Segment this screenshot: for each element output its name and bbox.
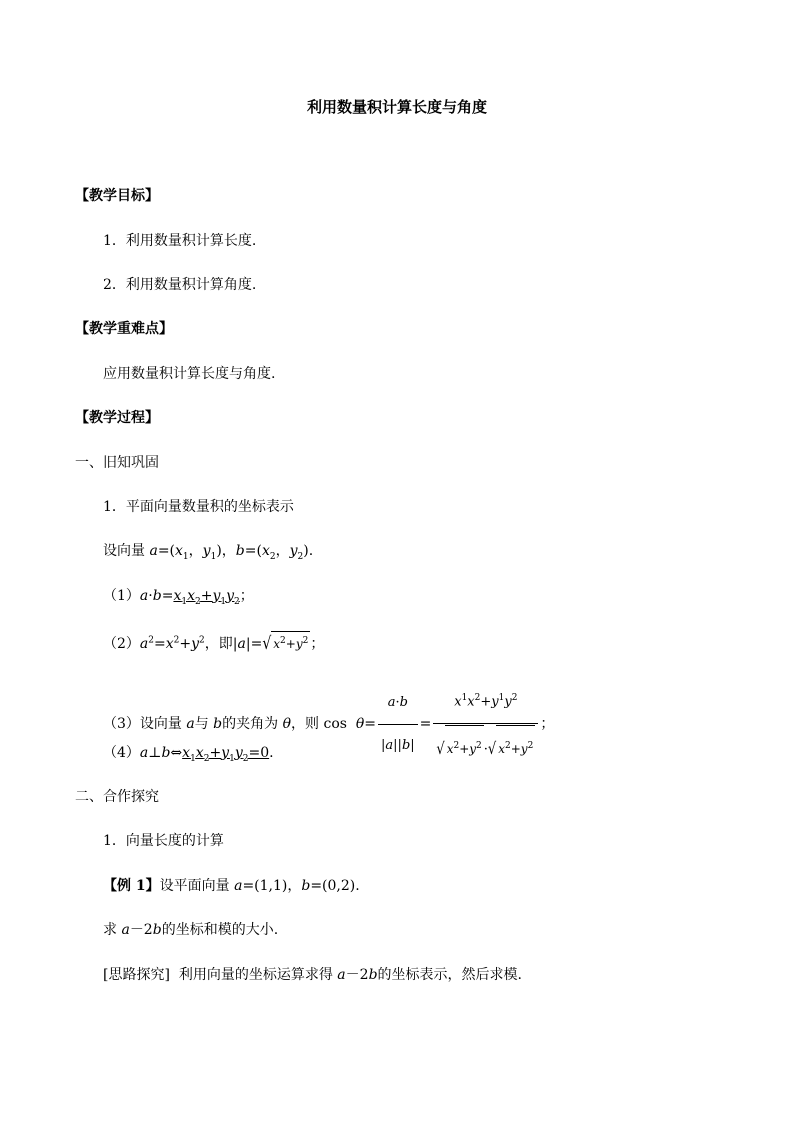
objective-item-1: 1．利用数量积计算长度. <box>103 233 257 249</box>
formula-magnitude: $(2)a^2=x^2+y^2$，即|a|=√ $x^2+y^2$ ； <box>103 631 324 653</box>
keypoints-text: 应用数量积计算长度与角度. <box>103 366 276 382</box>
example-1-question: 求 a－2b的坐标和模的大小. <box>103 922 279 938</box>
page-title: 利用数量积计算长度与角度 <box>306 98 487 116</box>
keypoints-heading: 【教学重难点】 <box>75 321 173 337</box>
objectives-heading: 【教学目标】 <box>75 188 159 204</box>
process-heading: 【教学过程】 <box>75 410 159 426</box>
example-1-idea: [思路探究] 利用向量的坐标运算求得 a－2b的坐标表示，然后求模. <box>103 967 522 983</box>
subheading-coordinate-dot-product: 1．平面向量数量积的坐标表示 <box>103 499 294 515</box>
vector-setup-line: 设向量 $a=(x_1$，$y_1$)，$b=(x_2$，$y_2$). <box>103 543 314 562</box>
example-1-line: 【例 1】设平面向量 a=(1,1)，b=(0,2). <box>103 878 360 894</box>
objective-item-2: 2．利用数量积计算角度. <box>103 277 257 293</box>
section-review-heading: 一、旧知巩固 <box>75 455 159 471</box>
formula-dot-product: $(1)a\cdot b=x_1x_2+y_1y_2$； <box>103 588 254 607</box>
subheading-vector-length: 1．向量长度的计算 <box>103 833 224 849</box>
formula-angle-cosine: （3）设向量 a与 b的夹角为 θ，则 cos θ= $\frac{a\cdot b}{|a||b|}$ = $\frac{x^1x^2+y^1y^2}{√ x^2+y^2 \cdot√ x^2+y^2}$ ； <box>103 678 554 770</box>
formula-perpendicular: $(4)a\perp b\Leftrightarrow x_1x_2+y_1y_2=0$. <box>103 745 274 764</box>
section-explore-heading: 二、合作探究 <box>75 789 159 805</box>
